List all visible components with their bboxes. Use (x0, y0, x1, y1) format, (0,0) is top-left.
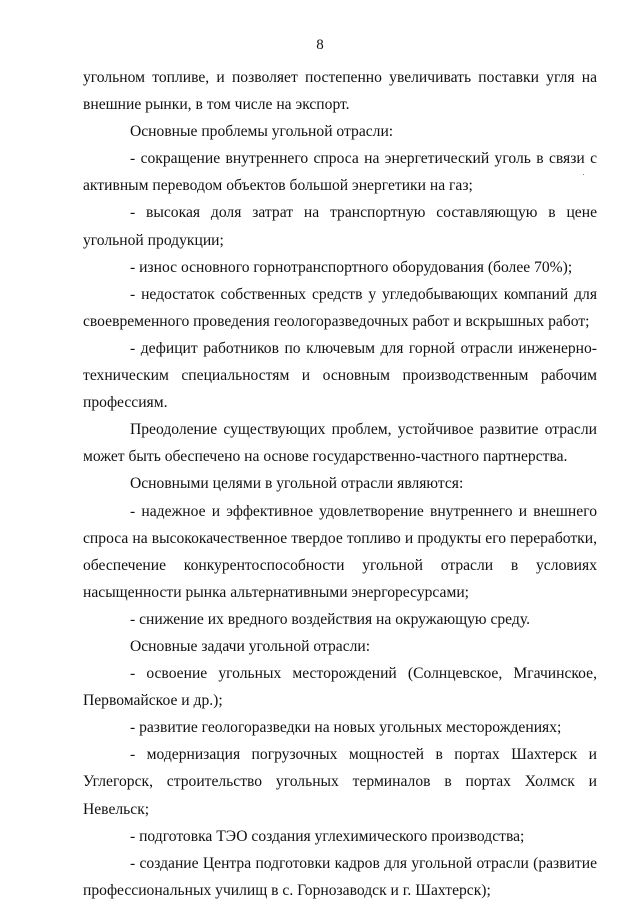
list-item-task-feasibility: - подготовка ТЭО создания углехимического производства; (130, 827, 525, 845)
paragraph-goals-heading: Основными целями в угольной отрасли являются: (130, 475, 464, 493)
list-item-goal-environment: - снижение их вредного воздействия на окружающую среду. (130, 610, 530, 628)
list-item-task-deposits: - освоение угольных месторождений (Солнцевское, Мгачинское, Первомайское и др.); (83, 665, 597, 710)
paragraph-tasks-heading: Основные задачи угольной отрасли: (130, 637, 371, 655)
list-item-task-training: - создание Центра подготовки кадров для угольной отрасли (развитие профессиональных училищ в с. Горнозаводск и г. Шахтерск); (83, 854, 597, 899)
list-item-task-exploration: - развитие геологоразведки на новых угольных месторождениях; (130, 719, 562, 737)
list-item-problem-equipment: - износ основного горнотранспортного оборудования (более 70%); (130, 258, 573, 276)
list-item-problem-funds: - недостаток собственных средств у угледобывающих компаний для своевременного проведения геологоразведочных работ и вскрышных работ; (83, 285, 597, 330)
paragraph-problems-heading: Основные проблемы угольной отрасли: (130, 123, 394, 141)
scan-speck (583, 174, 584, 175)
paragraph-continuation: угольном топливе, и позволяет постепенно увеличивать поставки угля на внешние рынки, в том числе на экспорт. (83, 69, 597, 114)
page-number: 8 (316, 37, 324, 53)
paragraph-partnership: Преодоление существующих проблем, устойчивое развитие отрасли может быть обеспечено на основе государственно-частного партнерства. (83, 421, 597, 466)
list-item-problem-demand: - сокращение внутреннего спроса на энергетический уголь в связи с активным переводом объектов большой энергетики на газ; (83, 150, 597, 195)
list-item-problem-transport: - высокая доля затрат на транспортную составляющую в цене угольной продукции; (83, 204, 597, 249)
list-item-goal-supply: - надежное и эффективное удовлетворение внутреннего и внешнего спроса на высококачественное твердое топливо и продукты его переработки, обеспечение конкурентоспособности угольной отрасли в условиях насыщенности рынка альтернативными энергоресурсами; (83, 502, 597, 601)
list-item-problem-workers: - дефицит работников по ключевым для горной отрасли инженерно-техническим специальностям и основным производственным рабочим профессиям. (83, 339, 597, 412)
body-text (83, 64, 597, 904)
list-item-task-ports: - модернизация погрузочных мощностей в портах Шахтерск и Углегорск, строительство угольных терминалов в портах Холмск и Невельск; (83, 746, 597, 818)
